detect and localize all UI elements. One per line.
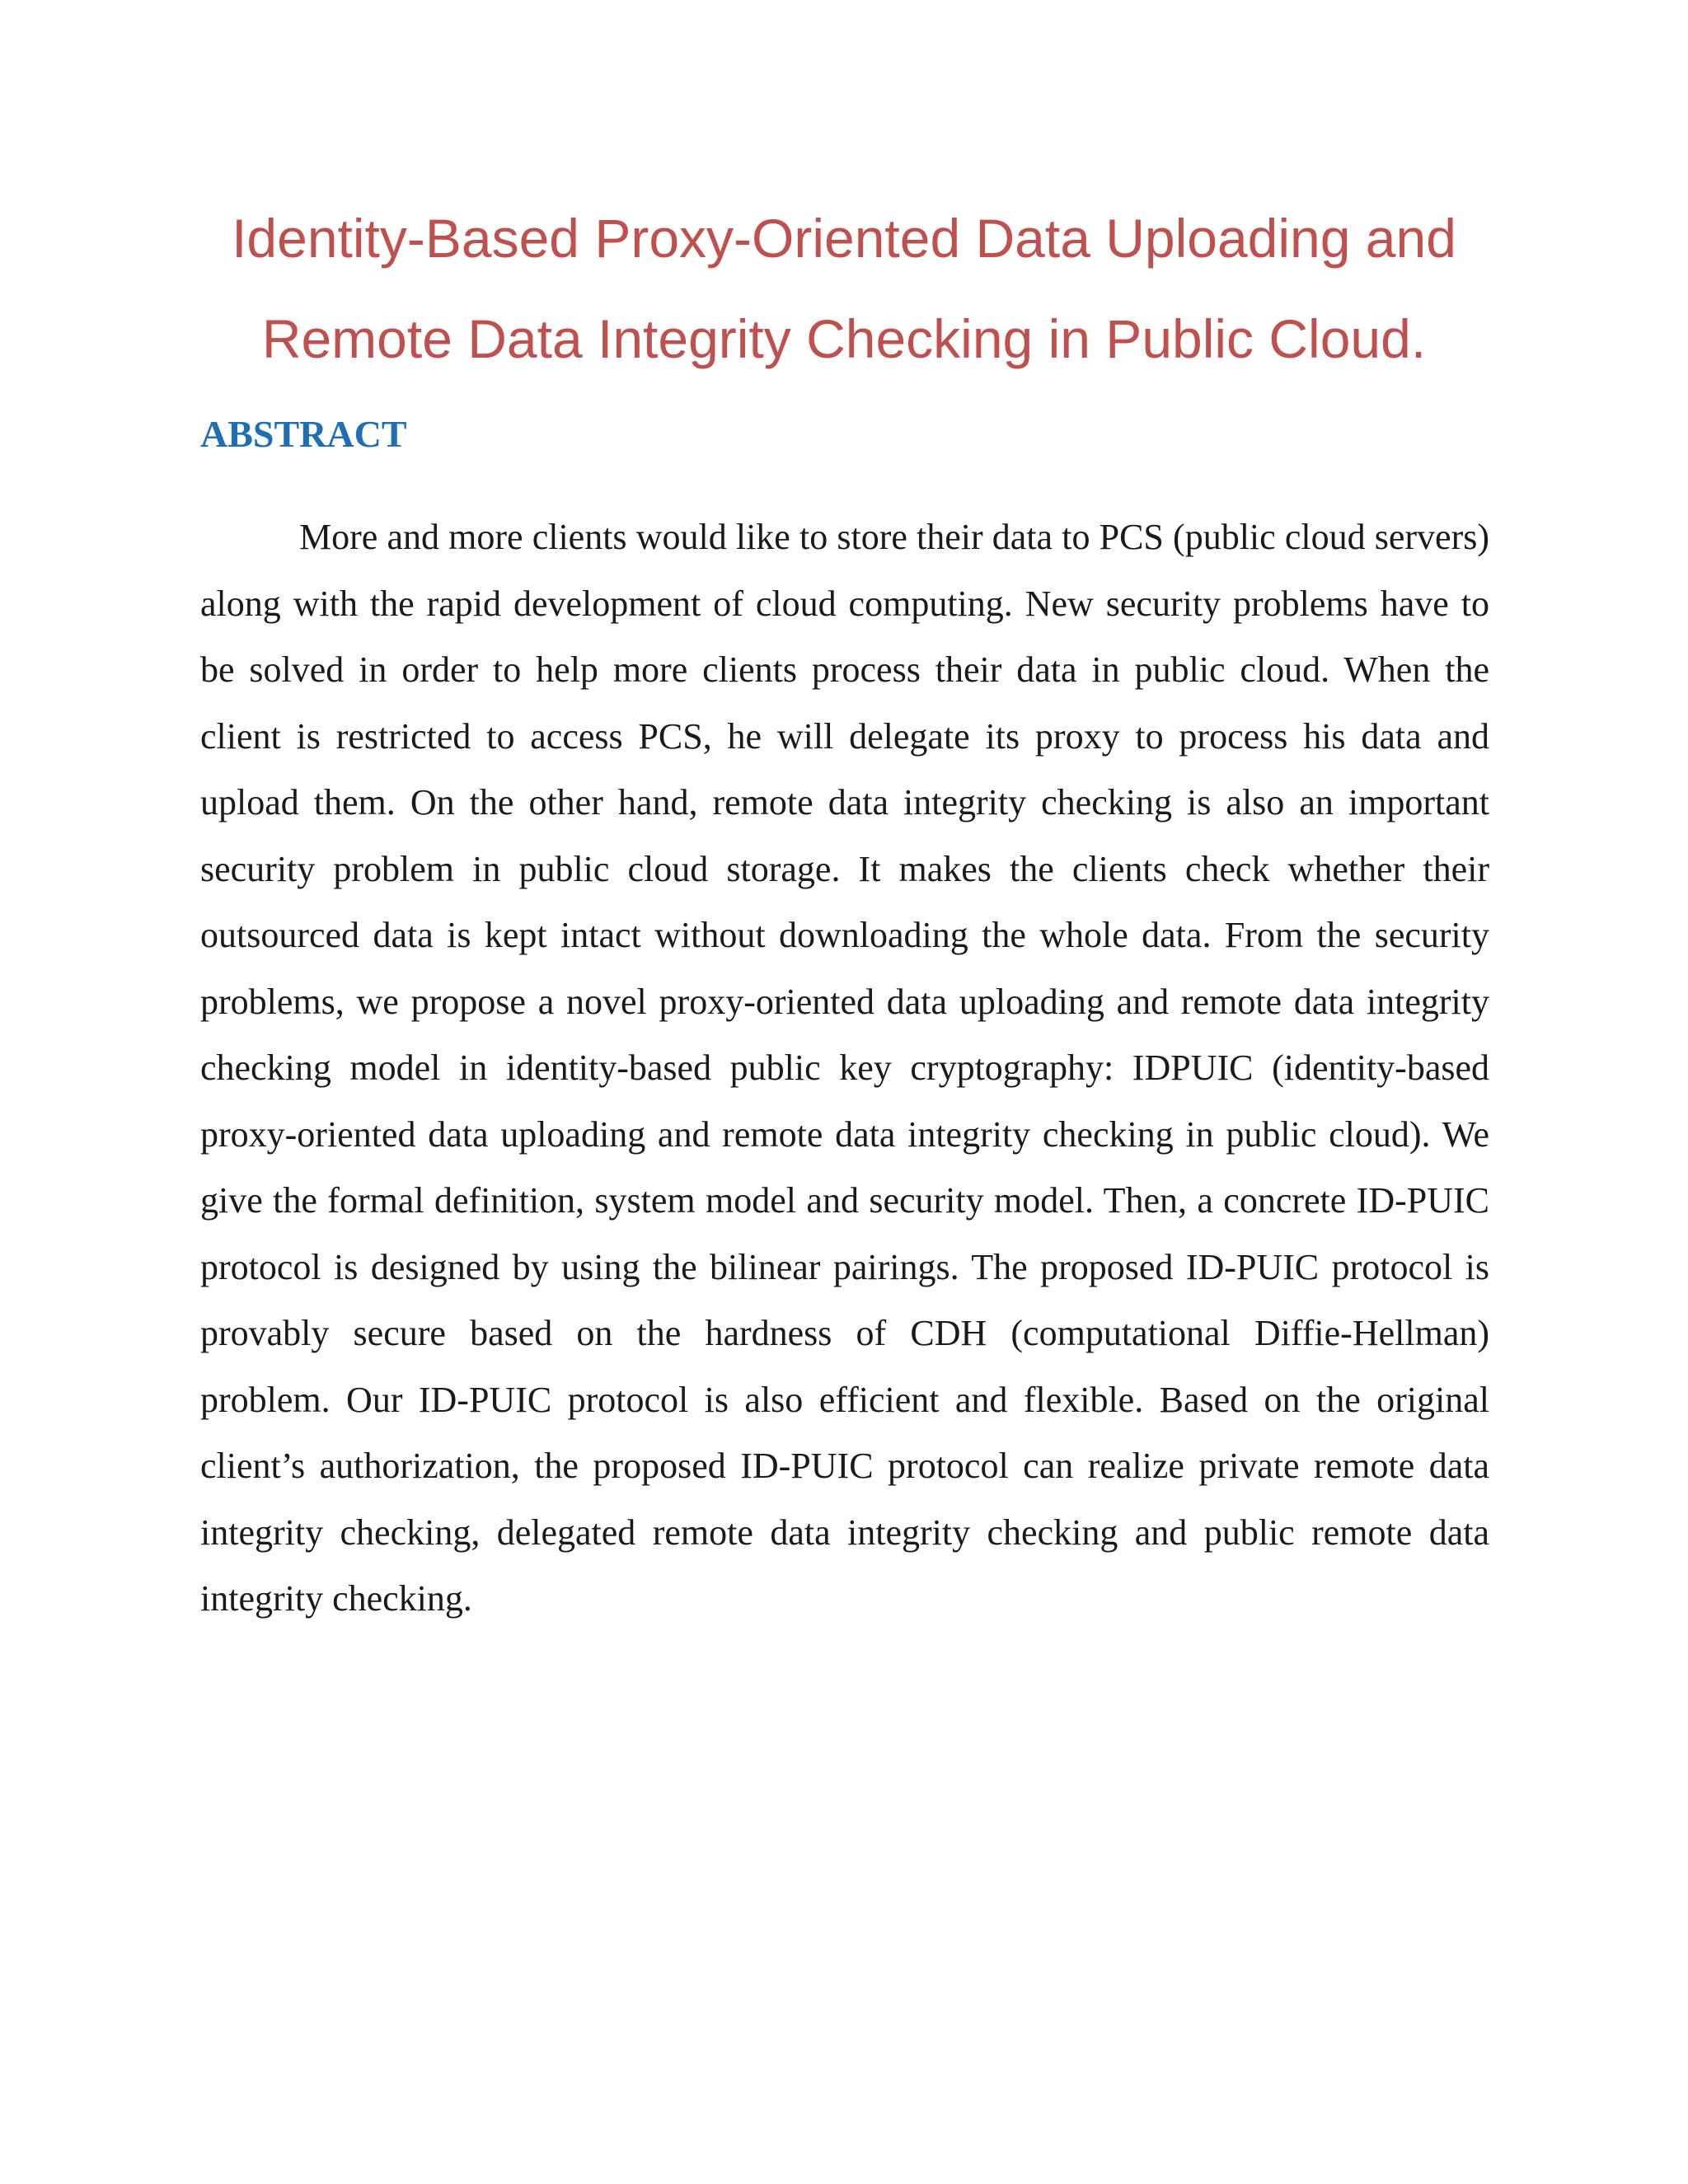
document-title bbox=[165, 188, 1523, 389]
abstract-heading: ABSTRACT bbox=[200, 413, 407, 455]
abstract-paragraph: More and more clients would like to store their data to PCS (public cloud servers) along with the rapid development of cloud computing. New security problems have to be solved in order to help more clients process their data in public cloud. When the client is restricted to access PCS, he will delegate its proxy to process his data and upload them. On the other hand, remote data integrity checking is also an important security problem in public cloud storage. It makes the clients check whether their outsourced data is kept intact without downloading the whole data. From the security problems, we propose a novel proxy-oriented data uploading and remote data integrity checking model in identity-based public key cryptography: IDPUIC (identity-based proxy-oriented data uploading and remote data integrity checking in public cloud). We give the formal definition, system model and security model. Then, a concrete ID-PUIC protocol is designed by using the bilinear pairings. The proposed ID-PUIC protocol is provably secure based on the hardness of CDH (computational Diffie-Hellman) problem. Our ID-PUIC protocol is also efficient and flexible. Based on the original client’s authorization, the proposed ID-PUIC protocol can realize private remote data integrity checking, delegated remote data integrity checking and public remote data integrity checking. bbox=[200, 517, 1489, 1619]
title-line-1: Identity-Based Proxy-Oriented Data Uploading and bbox=[232, 208, 1456, 269]
title-line-2: Remote Data Integrity Checking in Public Cloud. bbox=[261, 308, 1427, 369]
